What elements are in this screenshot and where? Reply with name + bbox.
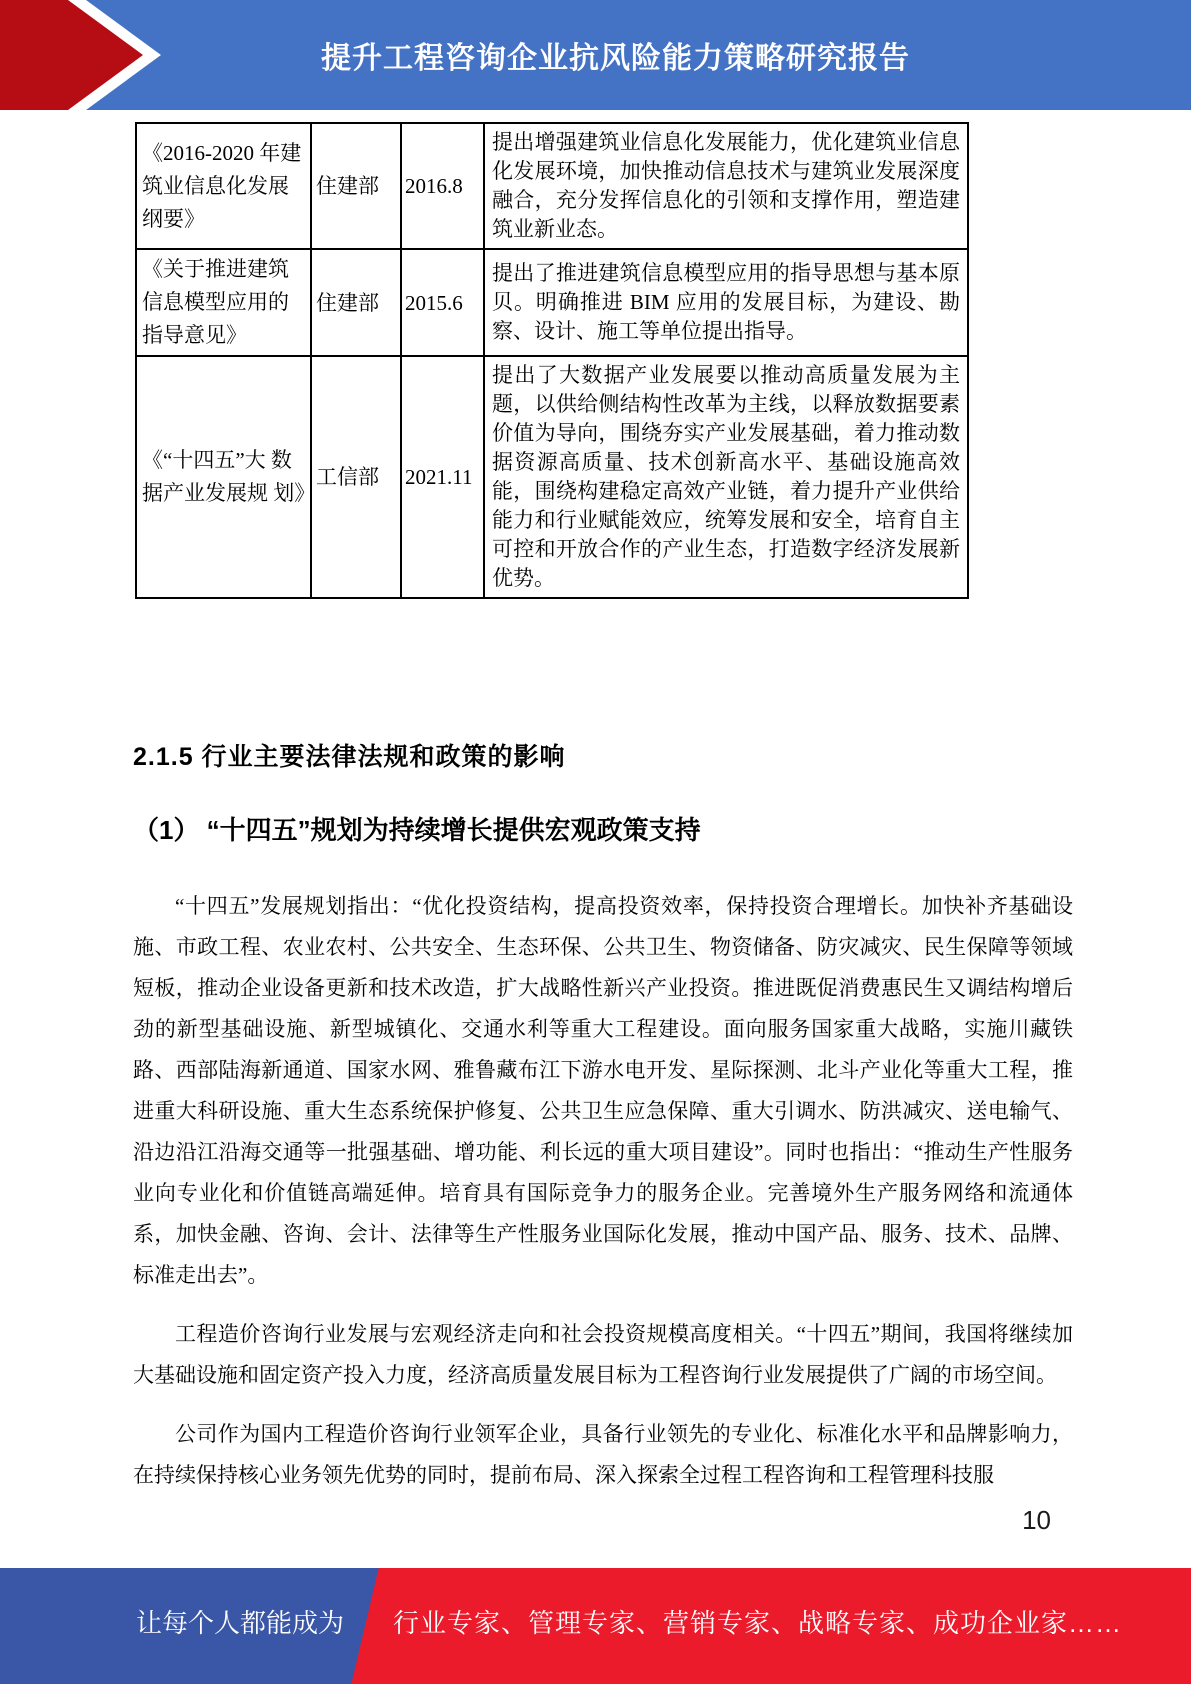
cell-policy-name: 《关于推进建筑 信息模型应用的 指导意见》 <box>136 249 311 356</box>
cell-department: 住建部 <box>311 123 401 249</box>
cell-policy-name: 《2016-2020 年建筑业信息化发展 纲要》 <box>136 123 311 249</box>
cell-description: 提出了推进建筑信息模型应用的指导思想与基本原贝。明确推进 BIM 应用的发展目标，为建设、勘察、设计、施工等单位提出指导。 <box>484 249 968 356</box>
header-arrow-shape <box>0 0 143 110</box>
cell-policy-name: 《“十四五”大 数据产业发展规 划》 <box>136 356 311 598</box>
footer-right-slogan: 行业专家、管理专家、营销专家、战略专家、成功企业家…… <box>393 1607 1123 1638</box>
cell-department: 住建部 <box>311 249 401 356</box>
policy-table <box>135 122 969 599</box>
paragraph: 公司作为国内工程造价咨询行业领军企业，具备行业领先的专业化、标准化水平和品牌影响力，在持续保持核心业务领先优势的同时，提前布局、深入探索全过程工程咨询和工程管理科技服 <box>133 1422 1073 1487</box>
page-number: 10 <box>1022 1505 1051 1535</box>
header-band <box>0 0 1191 110</box>
footer-band <box>0 1568 1191 1684</box>
section-heading: 2.1.5 行业主要法律法规和政策的影响 <box>133 743 566 771</box>
cell-date: 2015.6 <box>401 249 484 356</box>
table-row <box>136 249 968 356</box>
document-body <box>0 110 1191 1568</box>
cell-date: 2021.11 <box>401 356 484 598</box>
cell-description: 提出增强建筑业信息化发展能力，优化建筑业信息化发展环境，加快推动信息技术与建筑业发展深度融合，充分发挥信息化的引领和支撑作用，塑造建筑业新业态。 <box>484 123 968 249</box>
table-row <box>136 123 968 249</box>
paragraph: “十四五”发展规划指出：“优化投资结构，提高投资效率，保持投资合理增长。加快补齐基础设施、市政工程、农业农村、公共安全、生态环保、公共卫生、物资储备、防灾减灾、民生保障等领域短板，推动企业设备更新和技术改造，扩大战略性新兴产业投资。推进既促消费惠民生又调结构增后劲的新型基础设施、新型城镇化、交通水利等重大工程建设。面向服务国家重大战略，实施川藏铁路、西部陆海新通道、国家水网、雅鲁藏布江下游水电开发、星际探测、北斗产业化等重大工程，推进重大科研设施、重大生态系统保护修复、公共卫生应急保障、重大引调水、防洪减灾、送电输气、沿边沿江沿海交通等一批强基础、增功能、利长远的重大项目建设”。同时也指出：“推动生产性服务业向专业化和价值链高端延伸。培育具有国际竞争力的服务企业。完善境外生产服务网络和流通体系，加快金融、咨询、会计、法律等生产性服务业国际化发展，推动中国产品、服务、技术、品牌、标准走出去”。 <box>133 894 1073 1287</box>
page-title: 提升工程咨询企业抗风险能力策略研究报告 <box>321 42 910 75</box>
table-row <box>136 356 968 598</box>
cell-description: 提出了大数据产业发展要以推动高质量发展为主题，以供给侧结构性改革为主线，以释放数据要素价值为导向，围绕夯实产业发展基础，着力推动数据资源高质量、技术创新高水平、基础设施高效能，围绕构建稳定高效产业链，着力提升产业供给能力和行业赋能效应，统筹发展和安全，培育自主可控和开放合作的产业生态，打造数字经济发展新优势。 <box>484 356 968 598</box>
footer-left-slogan: 让每个人都能成为 <box>135 1607 344 1638</box>
paragraph: 工程造价咨询行业发展与宏观经济走向和社会投资规模高度相关。“十四五”期间，我国将继续加大基础设施和固定资产投入力度，经济高质量发展目标为工程咨询行业发展提供了广阔的市场空间。 <box>133 1322 1073 1387</box>
cell-date: 2016.8 <box>401 123 484 249</box>
subsection-heading: （1） “十四五”规划为持续增长提供宏观政策支持 <box>133 815 701 845</box>
header-arrow-icon <box>0 0 162 110</box>
cell-department: 工信部 <box>311 356 401 598</box>
